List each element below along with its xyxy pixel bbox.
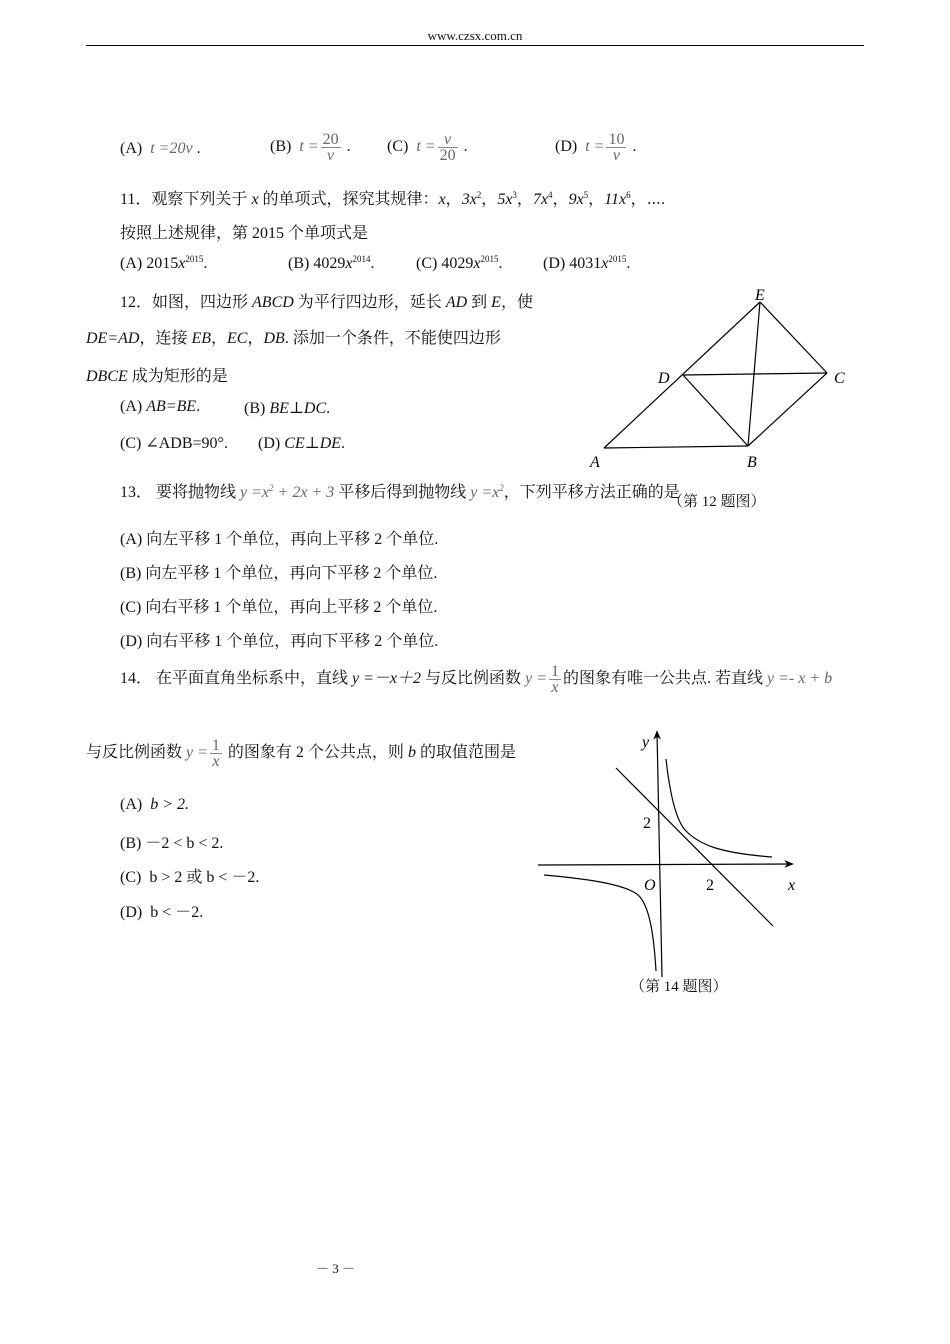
q14-option-b: (B) －2 < b < 2. — [120, 835, 224, 852]
q11-stem-2: 按照上述规律，第 2015 个单项式是 — [120, 225, 369, 242]
q11-option-a: (A) $2015x^{2015}$. — [120, 254, 208, 272]
q12-figure-caption: （第 12 题图） — [668, 494, 766, 510]
q10-option-d: (D) t = $\frac{10}{v}$ . — [555, 131, 637, 164]
axis-label-y: y — [642, 734, 650, 751]
q10-option-b: (B) t = $\frac{20}{v}$ . — [270, 131, 351, 164]
q11-option-b: (B) $4029x^{2014}$. — [288, 254, 375, 272]
segment-ec — [760, 302, 827, 373]
tick-label-x-2: 2 — [706, 877, 714, 894]
q13-option-d: (D) 向右平移 1 个单位，再向下平移 2 个单位. — [120, 633, 439, 650]
q12-option-b: (B) BE⊥DC. — [244, 400, 331, 417]
label-c: C — [834, 370, 845, 387]
x-axis — [538, 864, 792, 865]
q13-option-a: (A) 向左平移 1 个单位，再向上平移 2 个单位. — [120, 531, 439, 548]
q11-option-c: (C) $4029x^{2015}$. — [416, 254, 503, 272]
q14-option-c: (C) b > 2 或 b < －2. — [120, 869, 260, 886]
q12-stem-3: DBCE 成为矩形的是 — [86, 368, 228, 385]
page-header-url: www.czsx.com.cn — [427, 28, 523, 43]
q12-stem-1: 12．如图，四边形 ABCD 为平行四边形，延长 AD 到 E，使 — [120, 294, 533, 311]
segment-db — [683, 375, 748, 446]
segment-ae — [604, 302, 760, 448]
segment-bc — [748, 373, 827, 446]
q12-option-a: (A) AB=BE. — [120, 398, 201, 415]
q10-option-c: (C) t = $\frac{v}{20}$ . — [387, 131, 468, 164]
q11-option-d: (D) $4031x^{2015}$. — [543, 254, 631, 272]
q14-option-a: (A) b > 2. — [120, 796, 190, 813]
q14-stem-2: 与反比例函数 y = $\frac{1}{x}$ 的图象有 2 个公共点，则 b 的取值范围是 — [86, 737, 516, 770]
header-rule — [86, 45, 864, 46]
q12-figure-parallelogram — [580, 280, 860, 480]
label-d: D — [658, 370, 670, 387]
label-e: E — [755, 287, 765, 304]
q14-figure-caption: （第 14 题图） — [630, 979, 728, 995]
q14-figure-graph — [530, 725, 810, 985]
q13-option-b: (B) 向左平移 1 个单位，再向下平移 2 个单位. — [120, 565, 438, 582]
segment-ab — [604, 446, 748, 448]
q10-option-a: (A) t =20v . — [120, 140, 201, 157]
q12-stem-2: DE=AD，连接 EB，EC，DB. 添加一个条件，不能使四边形 — [86, 330, 501, 347]
q13-stem: 13． 要将抛物线 $y =x^2 + 2x + 3$ 平移后得到抛物线 $y =x^2$，下列平移方法正确的是 — [120, 483, 680, 501]
tick-label-y-2: 2 — [643, 815, 651, 832]
hyperbola-branch-positive — [666, 759, 772, 857]
label-a: A — [590, 454, 600, 471]
q11-stem: 11．观察下列关于 x 的单项式，探究其规律：x，$3x^2$，$5x^3$，$7x^4$，$9x^5$，$11x^6$，⋯. — [120, 190, 666, 208]
q12-option-d: (D) CE⊥DE. — [258, 435, 346, 452]
axis-label-x: x — [788, 877, 796, 894]
segment-dc — [683, 373, 827, 375]
q14-option-d: (D) b < －2. — [120, 904, 204, 921]
page-number: － 3 － — [316, 1261, 356, 1276]
q12-option-c: (C) ∠ADB=90°. — [120, 435, 228, 452]
q13-option-c: (C) 向右平移 1 个单位，再向上平移 2 个单位. — [120, 599, 438, 616]
line-y-neg-x-plus-2 — [616, 768, 773, 926]
label-b: B — [747, 454, 757, 471]
hyperbola-branch-negative — [544, 875, 656, 971]
origin-label: O — [644, 877, 656, 894]
q14-stem-1: 14． 在平面直角坐标系中，直线 y =－x＋2 与反比例函数 y = $\frac{1}{x}$ 的图象有唯一公共点. 若直线 y =- x + b — [120, 663, 833, 696]
y-axis — [657, 732, 662, 977]
